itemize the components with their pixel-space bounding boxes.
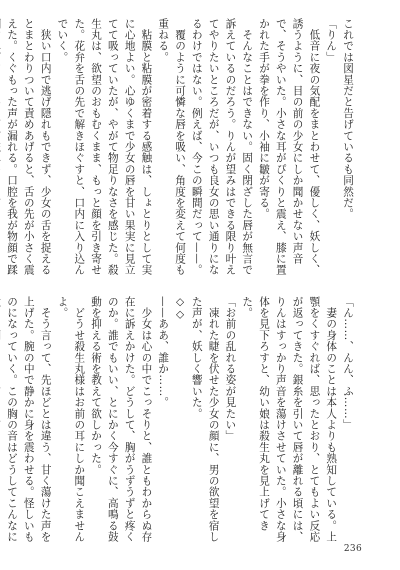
page-number: 236: [343, 544, 362, 554]
text-line: 少女は心の中でこっそりと、誰ともわからぬ存在に訴えかけた。どうして、胸がうずうずと疼くのか。誰でもいい、とにかく今すぐに、高鳴る鼓動を抑える術を教えて欲しかった。: [90, 296, 153, 543]
text-line: そう言って、先ほどとは違う、甘く蕩けた声を上げた。腕の中で静かに身を震わせる。怪しいものになっていく。この胸の音はどうしてこんなに: [6, 296, 52, 543]
text-line: 凍れた睫を伏せた少女の顔に、男の欲望を宿した声が、妖しく響いた。: [190, 296, 220, 543]
upper-text-block: [6, 18, 356, 280]
text-line: どうせ殺生丸様はお前の耳にしか聞こえませんよ。: [56, 296, 86, 543]
text-line: 覆のように可憐な唇を吸い、角度を変えて何度も重ねる。: [157, 18, 187, 276]
text-line: 「お前の乱れる姿が見たい」: [224, 296, 237, 442]
text-line: 低音に夜の気配をまとわせて、優しく、妖しく、誘うように、目の前の少女にしか聞かせない声音で、そうやいた。小さな耳がぴくりと震え、膝に置かれた手が拳を作り、小袖に皺が寄る。: [258, 18, 321, 276]
text-line: ——ああ、誰か……。: [157, 296, 170, 408]
text-line: ◇◇: [174, 296, 187, 322]
text-line: 狭い口内で逃げ隠れもできず、少女の舌を捉えるとまとわりついて責めあげると、舌の先が小さく震えた。くぐもった声が漏れる。口腔を我が物顔で蹂: [6, 18, 52, 276]
text-line: 粘膜と粘膜が密着する感触は、しょとりとして実に心地よい。心ゆくまで少女の唇を甘い果実に見立てて吸っていたが、やがて物足りなさを感じた。殺生丸は、欲望のおもむくまま、もっと顔を引き寄せた。花弁を舌の先で解きほぐすと、口内に入り込んでいく。: [56, 18, 153, 276]
text-line: そんなことはできない。固く閉ざした唇が無言で訴えているのだろう。りんが望みはできる限り叶えてやりたいところだが、いつも良女の思い通りになるわけではない。例えば、今この瞬間だって——。: [190, 18, 254, 276]
text-line: これでは図星だと告げているも同然だ。: [342, 18, 354, 220]
text-line: 妻の身体のことは本人よりも熟知している。上顎をくすぐれば、思ったとおり、とてもよい反応が返ってきた。銀糸を引いて唇が離れる頃には、りんはすっかり声音を蕩けさせていた。小さな身体を見下ろすと、幼い娘は殺生丸を見上げてきた。: [241, 296, 338, 543]
lower-text-block: [6, 296, 356, 544]
text-line: 「りん」: [325, 18, 338, 63]
text-line: 「ん……、んん、ふ……」: [342, 296, 354, 431]
